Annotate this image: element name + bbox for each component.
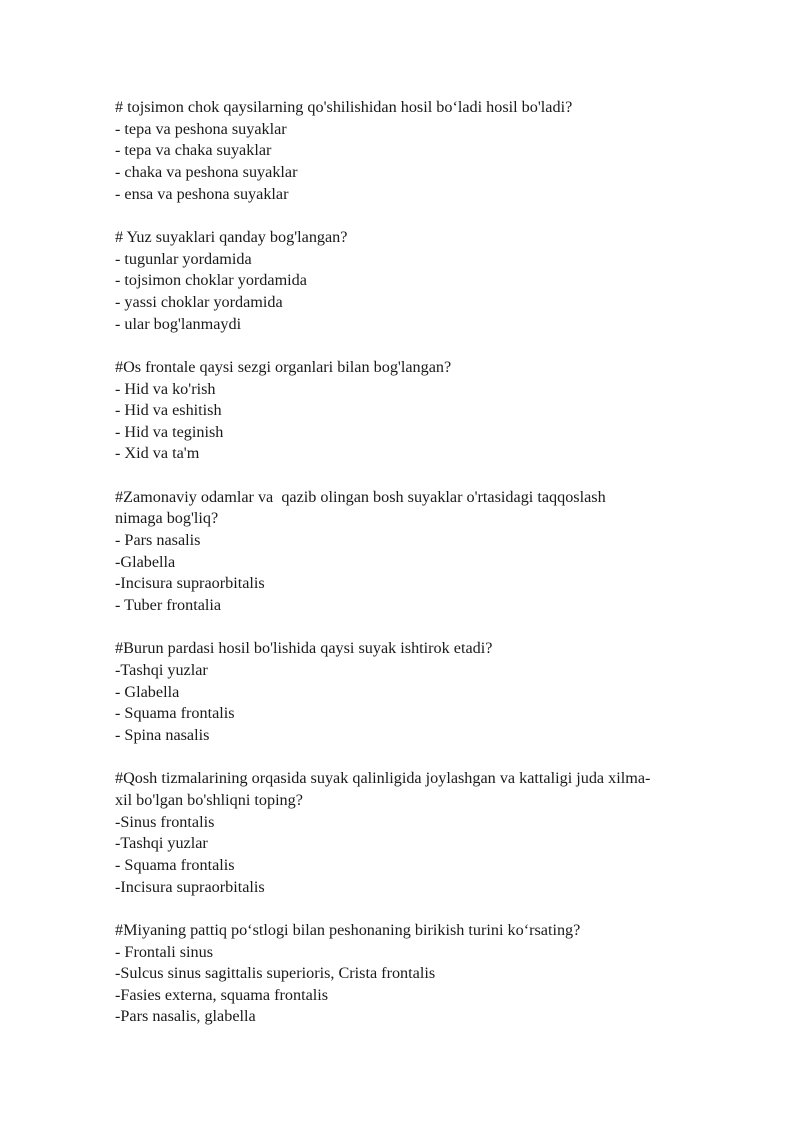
question-text: #Burun pardasi hosil bo'lishida qaysi suyak ishtirok etadi? [115, 639, 493, 658]
question-block [115, 768, 755, 898]
answer-option: -Fasies externa, squama frontalis [115, 985, 329, 1004]
question-text: # Yuz suyaklari qanday bog'langan? [115, 227, 348, 246]
answer-option: -Glabella [115, 552, 176, 571]
answer-option: - Squama frontalis [115, 704, 235, 723]
answer-option: - chaka va peshona suyaklar [115, 162, 298, 181]
question-block [115, 357, 755, 465]
question-block [115, 227, 755, 335]
question-text: #Zamonaviy odamlar va qazib olingan bosh suyaklar o'rtasidagi taqqoslash [115, 487, 606, 506]
question-text-continued: nimaga bog'liq? [115, 509, 219, 528]
question-text: # tojsimon chok qaysilarning qo'shilishidan hosil bo‘ladi hosil bo'ladi? [115, 98, 573, 116]
question-text-continued: xil bo'lgan bo'shliqni toping? [115, 790, 303, 809]
question-text: #Miyaning pattiq po‘stlogi bilan peshonaning birikish turini ko‘rsating? [115, 920, 581, 939]
answer-option: - Spina nasalis [115, 725, 210, 744]
answer-option: -Tashqi yuzlar [115, 661, 208, 679]
answer-option: -Incisura supraorbitalis [115, 574, 265, 593]
question-block [115, 97, 755, 205]
answer-option: - Xid va ta'm [115, 444, 200, 463]
answer-option: - Tuber frontalia [115, 596, 222, 615]
question-text: #Os frontale qaysi sezgi organlari bilan bog'langan? [115, 357, 452, 376]
answer-option: -Pars nasalis, glabella [115, 1007, 256, 1026]
answer-option: - Hid va ko'rish [115, 379, 216, 398]
answer-option: -Sulcus sinus sagittalis superioris, Crista frontalis [115, 964, 436, 983]
question-block [115, 638, 755, 746]
answer-option: -Sinus frontalis [115, 812, 215, 831]
answer-option: - tepa va chaka suyaklar [115, 141, 272, 160]
answer-option: -Tashqi yuzlar [115, 834, 208, 853]
question-text: #Qosh tizmalarining orqasida suyak qalinligida joylashgan va kattaligi juda xilma- [115, 769, 651, 788]
answer-option: - Hid va teginish [115, 422, 224, 441]
answer-option: - yassi choklar yordamida [115, 292, 283, 311]
answer-option: - tojsimon choklar yordamida [115, 271, 307, 290]
answer-option: -Incisura supraorbitalis [115, 877, 265, 896]
question-block [115, 487, 755, 617]
answer-option: - ensa va peshona suyaklar [115, 184, 289, 203]
answer-option: - Squama frontalis [115, 855, 235, 874]
question-block [115, 920, 755, 1028]
document-page [115, 97, 755, 1050]
answer-option: - tepa va peshona suyaklar [115, 119, 287, 138]
answer-option: - Glabella [115, 682, 180, 701]
answer-option: - Frontali sinus [115, 942, 214, 961]
answer-option: - Pars nasalis [115, 531, 201, 550]
answer-option: - Hid va eshitish [115, 401, 222, 420]
answer-option: - ular bog'lanmaydi [115, 314, 242, 333]
answer-option: - tugunlar yordamida [115, 249, 252, 268]
